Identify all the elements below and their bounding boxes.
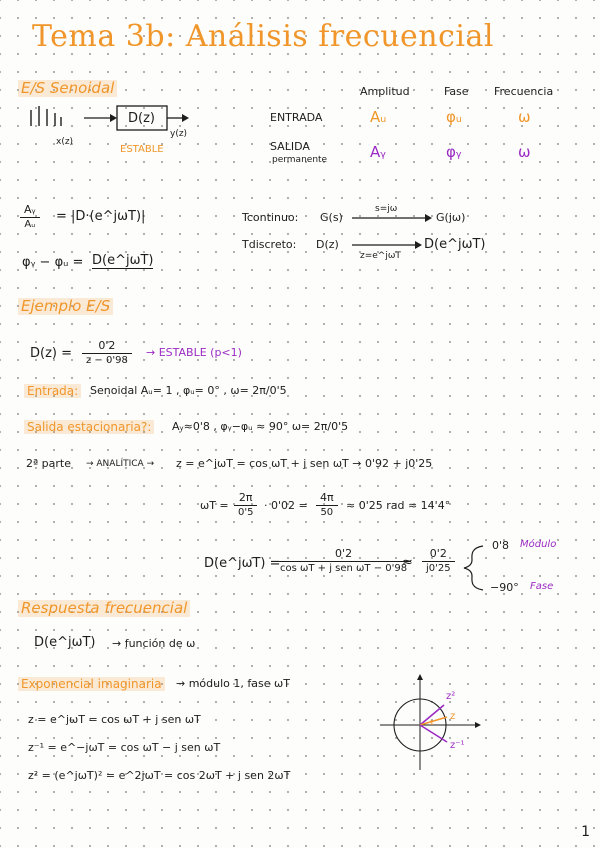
output-phase: φᵧ	[446, 143, 462, 161]
wt-frac2-den: 50	[316, 505, 338, 518]
module-value: 0'8	[492, 539, 510, 552]
transfer-fraction	[82, 340, 132, 366]
wt-frac2-num: 4π	[320, 491, 334, 504]
page-title: Tema 3b: Análisis frecuencial	[32, 19, 494, 54]
analytic-label: → ANALÍTICA →	[86, 459, 155, 469]
freq-resp-fraction	[276, 548, 411, 574]
wt-frac1	[234, 492, 257, 518]
exponential-heading: Exponencial imaginaria	[18, 677, 165, 691]
response-lhs: D(e^jωT)	[34, 635, 96, 650]
amp-ratio-den: Aᵤ	[20, 217, 40, 230]
module-label: Módulo	[520, 539, 557, 550]
stable-label: ESTABLE	[120, 144, 164, 155]
output-frequency: ω	[518, 143, 531, 161]
amp-ratio	[20, 204, 40, 230]
continuous-label: Tcontinuo:	[242, 211, 299, 224]
col-frequency: Frecuencia	[494, 85, 554, 98]
circle-label-zinv: z⁻¹	[450, 740, 465, 751]
phase-relation: φᵧ − φᵤ =	[22, 255, 84, 270]
col-phase: Fase	[444, 85, 469, 98]
freq-resp-lhs: D(e^jωT) =	[204, 556, 281, 571]
page-number: 1	[581, 824, 590, 840]
equation-z: z = e^jωT = cos ωT + j sen ωT	[28, 713, 201, 726]
output-label: y(z)	[170, 129, 188, 139]
response-rhs: → función de ω	[112, 637, 196, 650]
section-heading-es-senoidal: E/S Senoidal	[18, 80, 117, 97]
continuous-lhs: G(s)	[320, 211, 343, 224]
output-heading: Salida estacionaria?:	[24, 420, 154, 434]
amp-ratio-num: Aᵧ	[24, 203, 36, 216]
input-heading: Entrada:	[24, 384, 81, 398]
freq-resp-approx: ≈	[402, 555, 413, 570]
continuous-rhs: G(jω)	[436, 211, 466, 224]
wt-frac1-den: 0'5	[234, 505, 257, 518]
freq-resp-simplified	[422, 548, 455, 574]
second-part-label: 2ª parte	[26, 457, 72, 470]
phase-label: Fase	[530, 581, 554, 592]
freq-resp-simplified-num: 0'2	[429, 547, 447, 560]
row-input: ENTRADA	[270, 111, 323, 124]
transfer-num: 0'2	[98, 339, 116, 352]
circle-label-z: z	[450, 711, 456, 722]
transfer-den: z − 0'98	[82, 353, 132, 366]
discrete-arrow-label: z=e^jωT	[360, 251, 401, 261]
wt-rhs: ≈ 0'25 rad ≈ 14'4°	[346, 499, 451, 512]
output-desc: Aᵧ≈0'8 , φᵧ−φᵤ ≈ 90° ω= 2π/0'5	[172, 420, 349, 433]
transfer-stable: → ESTABLE (p<1)	[146, 346, 242, 359]
amp-relation: = |D·(e^jωT)|	[56, 209, 146, 224]
discrete-label: Tdiscreto:	[242, 238, 297, 251]
wt-lhs: ωT =	[200, 499, 229, 512]
discrete-rhs: D(e^jωT)	[424, 237, 486, 252]
phase-value: −90°	[490, 581, 519, 594]
section-heading-ejemplo: Ejemplo E/S	[18, 298, 113, 315]
equation-z-inverse: z⁻¹ = e^−jωT = cos ωT − j sen ωT	[28, 741, 221, 754]
block-label: D(z)	[128, 111, 155, 126]
exponential-desc: → módulo 1, fase ωT	[176, 677, 290, 690]
wt-mid: · 0'02 =	[264, 499, 308, 512]
circle-label-z2: z²	[446, 691, 456, 702]
row-output: SALIDA	[270, 140, 310, 153]
input-frequency: ω	[518, 108, 531, 126]
wt-frac1-num: 2π	[238, 491, 253, 504]
discrete-lhs: D(z)	[316, 238, 339, 251]
freq-resp-den: cos ωT + j sen ωT − 0'98	[276, 561, 411, 574]
row-output-sub: permanente	[272, 155, 328, 165]
freq-resp-simplified-den: j0'25	[422, 561, 455, 574]
section-heading-respuesta: Respuesta frecuencial	[18, 600, 190, 617]
equation-z-squared: z² = (e^jωT)² = e^2jωT = cos 2ωT + j sen 2ωT	[28, 769, 291, 782]
input-desc: Senoidal Aᵤ= 1 , φᵤ= 0° , ω= 2π/0'5	[90, 384, 287, 397]
transfer-lhs: D(z) =	[30, 346, 73, 361]
input-phase: φᵤ	[446, 108, 462, 126]
freq-resp-num: 0'2	[335, 547, 353, 560]
input-label: x(z)	[56, 137, 74, 147]
wt-frac2	[316, 492, 338, 518]
continuous-arrow-label: s=jω	[375, 204, 398, 214]
output-amplitude: Aᵧ	[370, 143, 386, 161]
col-amplitude: Amplitud	[360, 85, 410, 98]
input-amplitude: Aᵤ	[370, 108, 387, 126]
z-equation: z = e^jωT = cos ωT + j sen ωT → 0'92 + j0'25	[176, 457, 433, 470]
phase-relation-rhs: D(e^jωT)	[92, 253, 154, 268]
